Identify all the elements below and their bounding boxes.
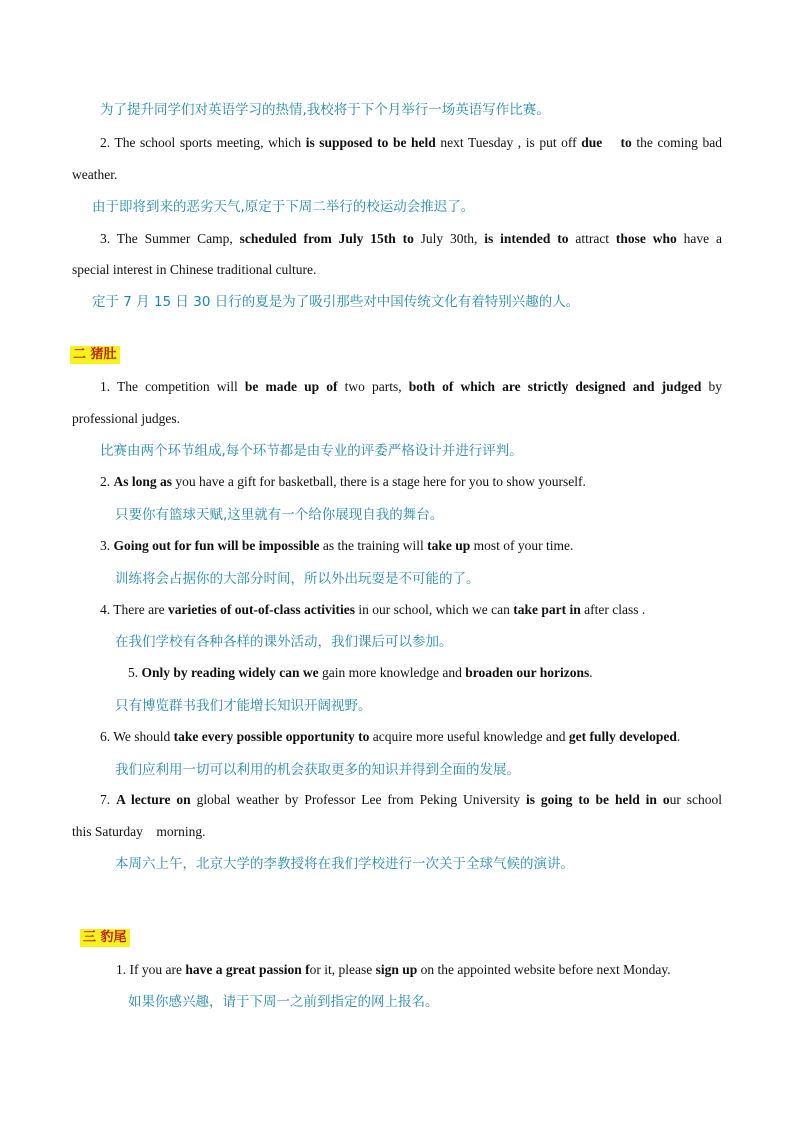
translation-line: 为了提升同学们对英语学习的热情,我校将于下个月举行一场英语写作比赛。	[100, 102, 550, 118]
sentence-line: 4. There are varieties of out-of-class activities in our school, which we can take part in after class .	[100, 602, 646, 617]
section-heading: 二 猪肚	[70, 346, 120, 364]
translation-line: 只有博览群书我们才能增长知识开阔视野。	[115, 698, 372, 714]
sentence-line: 2. As long as you have a gift for basketball, there is a stage here for you to show yourself.	[100, 474, 586, 489]
translation-line: 如果你感兴趣，请于下周一之前到指定的网上报名。	[128, 994, 439, 1010]
sentence-line: professional judges.	[72, 411, 180, 426]
translation-line: 由于即将到来的恶劣天气,原定于下周二举行的校运动会推迟了。	[92, 199, 475, 215]
translation-line: 训练将会占据你的大部分时间，所以外出玩耍是不可能的了。	[115, 571, 480, 587]
sentence-line: 2. The school sports meeting, which is supposed to be held next Tuesday , is put off due to the coming bad	[100, 135, 723, 150]
translation-line: 在我们学校有各种各样的课外活动，我们课后可以参加。	[115, 634, 453, 650]
translation-line: 比赛由两个环节组成,每个环节都是由专业的评委严格设计并进行评判。	[100, 443, 523, 459]
translation-line: 定于 7 月 15 日 30 日行的夏是为了吸引那些对中国传统文化有着特别兴趣的人。	[92, 294, 580, 310]
sentence-line: weather.	[72, 167, 118, 182]
sentence-line: 1. The competition will be made up of two parts, both of which are strictly designed and judged by	[100, 379, 723, 394]
translation-line: 本周六上午，北京大学的李教授将在我们学校进行一次关于全球气候的演讲。	[115, 856, 574, 872]
sentence-line: this Saturday morning.	[72, 824, 206, 839]
sentence-line: 6. We should take every possible opportunity to acquire more useful knowledge and get fully developed.	[100, 729, 681, 744]
sentence-line: 1. If you are have a great passion for it, please sign up on the appointed website before next Monday.	[116, 962, 671, 977]
sentence-line: 3. Going out for fun will be impossible as the training will take up most of your time.	[100, 538, 574, 553]
section-heading: 三 豹尾	[80, 929, 130, 947]
translation-line: 我们应利用一切可以利用的机会获取更多的知识并得到全面的发展。	[115, 762, 520, 778]
sentence-line: 5. Only by reading widely can we gain more knowledge and broaden our horizons.	[128, 665, 593, 680]
sentence-line: 3. The Summer Camp, scheduled from July 15th to July 30th, is intended to attract those who have a	[100, 231, 722, 246]
sentence-line: 7. A lecture on global weather by Professor Lee from Peking University is going to be held in our school	[100, 792, 722, 807]
translation-line: 只要你有篮球天赋,这里就有一个给你展现自我的舞台。	[115, 507, 444, 523]
sentence-line: special interest in Chinese traditional culture.	[72, 262, 317, 277]
